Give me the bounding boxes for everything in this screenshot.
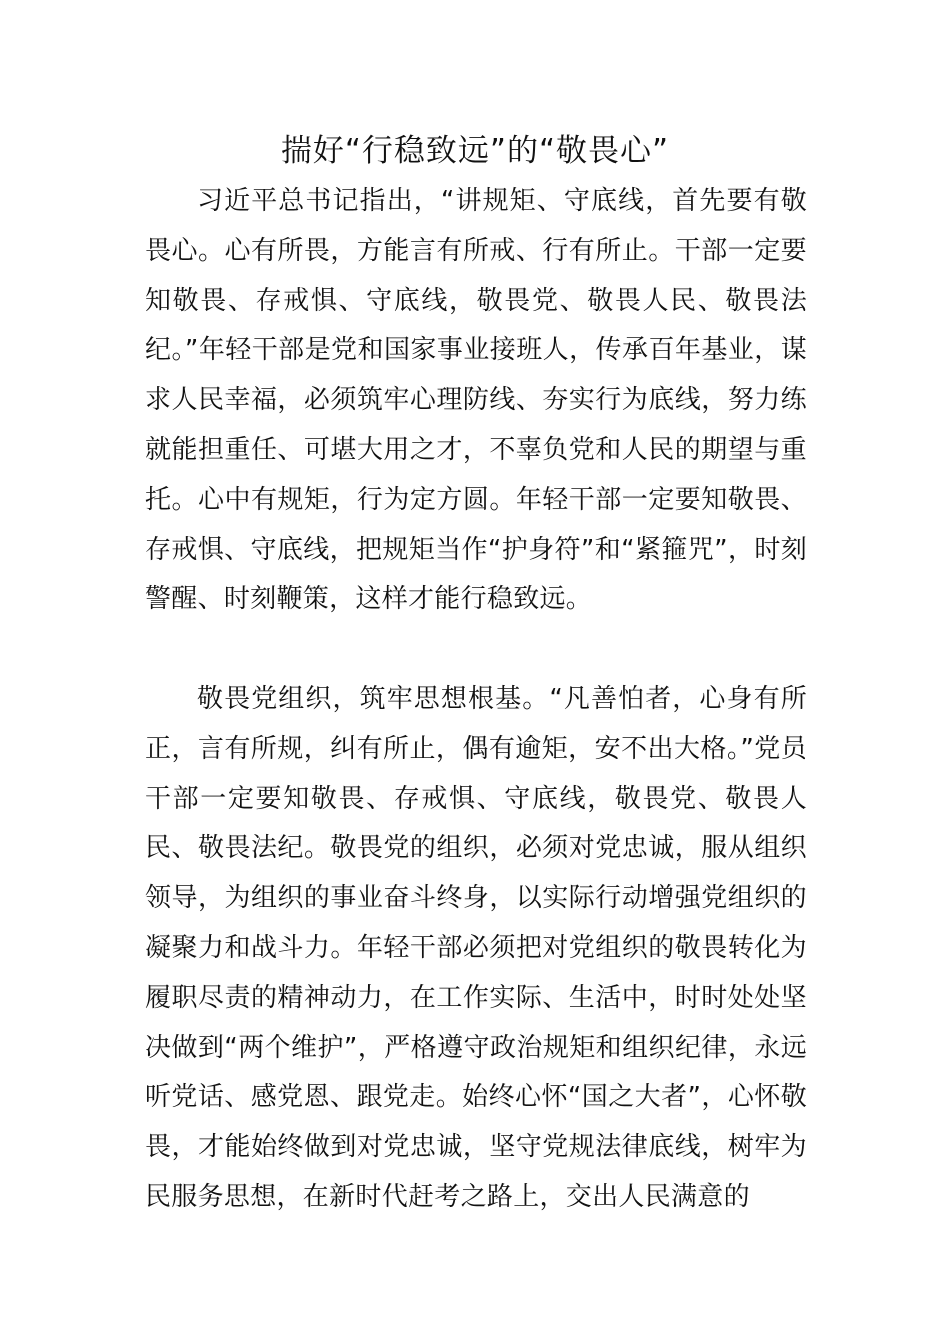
paragraph-2: 敬畏党组织，筑牢思想根基。“凡善怕者，心身有所正，言有所规，纠有所止，偶有逾矩，安不出大格。”党员干部一定要知敬畏、存戒惧、守底线，敬畏党、敬畏人民、敬畏法纪。敬畏党的组织，必须对党忠诚，服从组织领导，为组织的事业奋斗终身，以实际行动增强党组织的凝聚力和战斗力。年轻干部必须把对党组织的敬畏转化为履职尽责的精神动力，在工作实际、生活中，时时处处坚决做到“两个维护”，严格遵守政治规矩和组织纪律，永远听党话、感党恩、跟党走。始终心怀“国之大者”，心怀敬畏，才能始终做到对党忠诚，坚守党规法律底线，树牢为民服务思想，在新时代赶考之路上，交出人民满意的: [145, 684, 807, 1212]
paragraph-1: 习近平总书记指出，“讲规矩、守底线，首先要有敬畏心。心有所畏，方能言有所戒、行有所止。干部一定要知敬畏、存戒惧、守底线，敬畏党、敬畏人民、敬畏法纪。”年轻干部是党和国家事业接班人，传承百年基业，谋求人民幸福，必须筑牢心理防线、夯实行为底线，努力练就能担重任、可堪大用之才，不辜负党和人民的期望与重托。心中有规矩，行为定方圆。年轻干部一定要知敬畏、存戒惧、守底线，把规矩当作“护身符”和“紧箍咒”，时刻警醒、时刻鞭策，这样才能行稳致远。: [145, 186, 807, 615]
document-title: 揣好“行稳致远”的“敬畏心”: [280, 133, 670, 169]
